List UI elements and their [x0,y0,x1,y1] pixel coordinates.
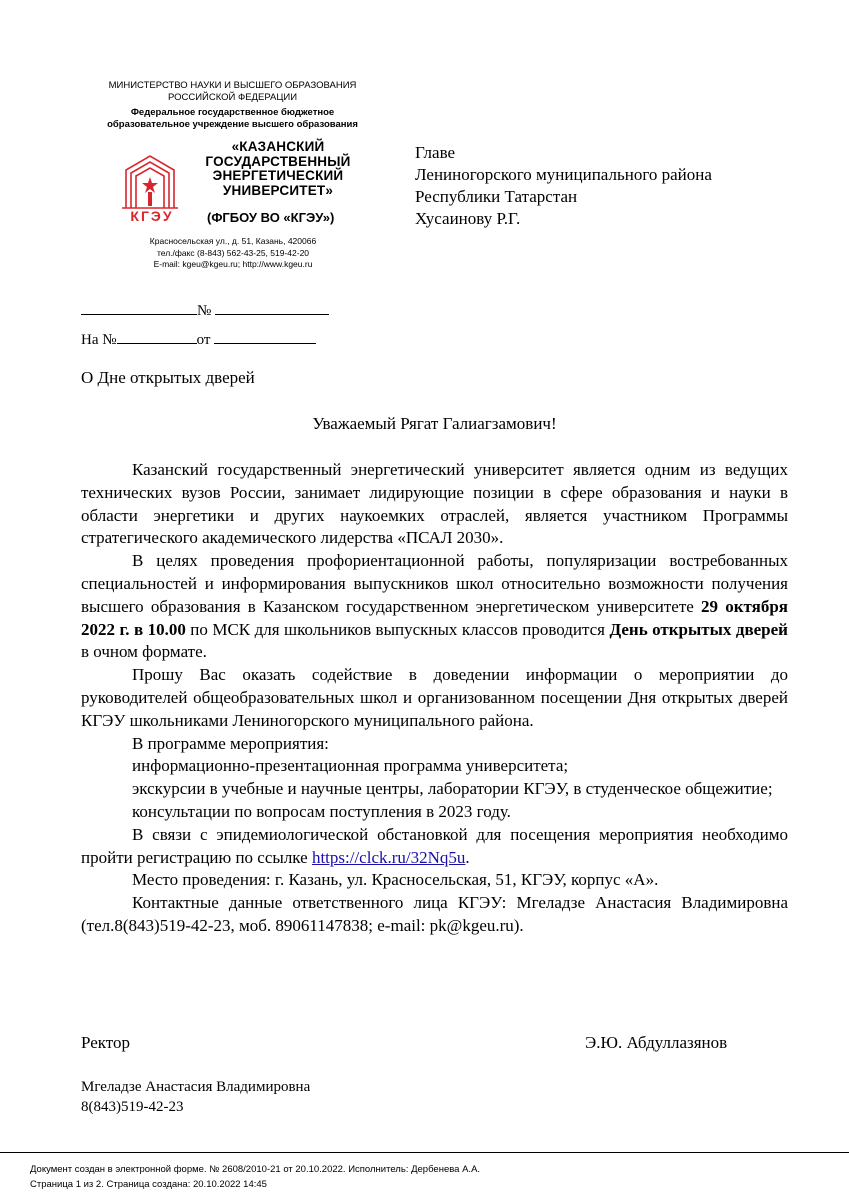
signatory-title: Ректор [81,1033,131,1052]
addressee-line: Лениногорского муниципального района [415,165,712,184]
registration-link[interactable]: https://clck.ru/32Nq5u [311,847,466,867]
university-name-line: ГОСУДАРСТВЕННЫЙ [205,153,351,169]
event-name: День открытых дверей [609,619,788,639]
footer-line: Документ создан в электронной форме. № 2608/2010-21 от 20.10.2022. Исполнитель: Дербенева А.А. [30,1164,481,1175]
ref-from: от [196,332,211,348]
paragraph-text: в очном формате. [81,642,207,662]
institution-type-line: Федеральное государственное бюджетное [130,107,335,118]
greeting: Уважаемый Рягат Галиагзамович! [312,414,557,433]
executor-phone: 8(843)519-42-23 [81,1099,184,1115]
paragraph: Казанский государственный энергетический университет является одним из ведущих технических вузов России, занимает лидирующие позиции в сфере образования и науки в области энергетики и других наукоемких отраслей, является участником Программы стратегического академического лидерства «ПСАЛ 2030». [81,460,788,548]
registration-ref-line [81,329,316,350]
contact-address: Красносельская ул., д. 51, Казань, 420066 [149,236,317,246]
letter-body [81,459,788,938]
list-item: экскурсии в учебные и научные центры, лаборатории КГЭУ, в студенческое общежитие; [132,779,773,799]
university-name-line: УНИВЕРСИТЕТ» [222,182,334,198]
paragraph-text: . [465,847,470,867]
executor-name: Мгеладзе Анастасия Владимировна [81,1079,311,1095]
executor-block [81,1077,310,1117]
ref-prefix: На № [81,332,117,348]
contact-phone: тел./факс (8-843) 562-43-25, 519-42-20 [156,247,310,258]
letterhead [90,80,375,131]
number-sign: № [197,303,212,319]
addressee-line: Хусаинову Р.Г. [415,209,521,228]
contact-email: E-mail: kgeu@kgeu.ru; http://www.kgeu.ru [153,259,313,269]
paragraph: В программе мероприятия: [132,733,329,753]
letter-subject: О Дне открытых дверей [81,368,255,387]
addressee-block [415,142,712,230]
university-name-line: «КАЗАНСКИЙ [231,139,325,154]
addressee-line: Республики Татарстан [415,187,578,206]
paragraph-text: В целях проведения профориентационной работы, популяризации востребованных специальностей и информирования выпускников школ относительно возможности получения высшего образования в Казанском государственном энергетическом университете [81,551,788,616]
university-short-name: (ФГБОУ ВО «КГЭУ») [207,210,335,225]
footer-divider [0,1152,849,1153]
ref-date-blank [214,329,316,344]
event-date: 29 октября 2022 г. в 10.00 [81,596,788,639]
paragraph: Прошу Вас оказать содействие в доведении информации о мероприятии до руководителей общеобразовательных школ и организованном посещении Дня открытых дверей КГЭУ школьниками Лениногорского муниципального района. [81,665,788,730]
university-name-line: ЭНЕРГЕТИЧЕСКИЙ [212,168,344,183]
paragraph [81,824,788,870]
list-item: консультации по вопросам поступления в 2023 году. [132,801,511,821]
paragraph-text: В связи с эпидемиологической обстановкой для посещения мероприятия необходимо пройти регистрацию по ссылке [81,824,788,867]
paragraph [81,550,788,664]
ministry-line: МИНИСТЕРСТВО НАУКИ И ВЫСШЕГО ОБРАЗОВАНИЯ [108,80,357,91]
university-logo [116,150,184,230]
university-name [196,140,360,198]
logo-text: КГЭУ [130,208,174,224]
signatory-name: Э.Ю. Абдуллазянов [585,1033,728,1052]
number-blank [215,300,329,315]
date-blank [81,300,197,315]
footer-line: Страница 1 из 2. Страница создана: 20.10.2022 14:45 [30,1179,267,1190]
registration-number-line [81,300,329,321]
addressee-line: Главе [415,143,456,162]
institution-type-line: образовательное учреждение высшего образования [107,119,358,130]
paragraph: Место проведения: г. Казань, ул. Красносельская, 51, КГЭУ, корпус «А». [132,870,659,890]
letterhead-contacts [120,236,346,271]
document-footer [30,1162,480,1192]
list-item: информационно-презентационная программа университета; [132,756,569,776]
paragraph-text: по МСК для школьников выпускных классов проводится [185,619,610,639]
paragraph: Контактные данные ответственного лица КГЭУ: Мгеладзе Анастасия Владимировна (тел.8(843)519-42-23, моб. 89061147838; e-mail: pk@kgeu.ru). [81,893,788,935]
ref-number-blank [117,329,197,344]
ministry-line: РОССИЙСКОЙ ФЕДЕРАЦИИ [167,92,298,103]
